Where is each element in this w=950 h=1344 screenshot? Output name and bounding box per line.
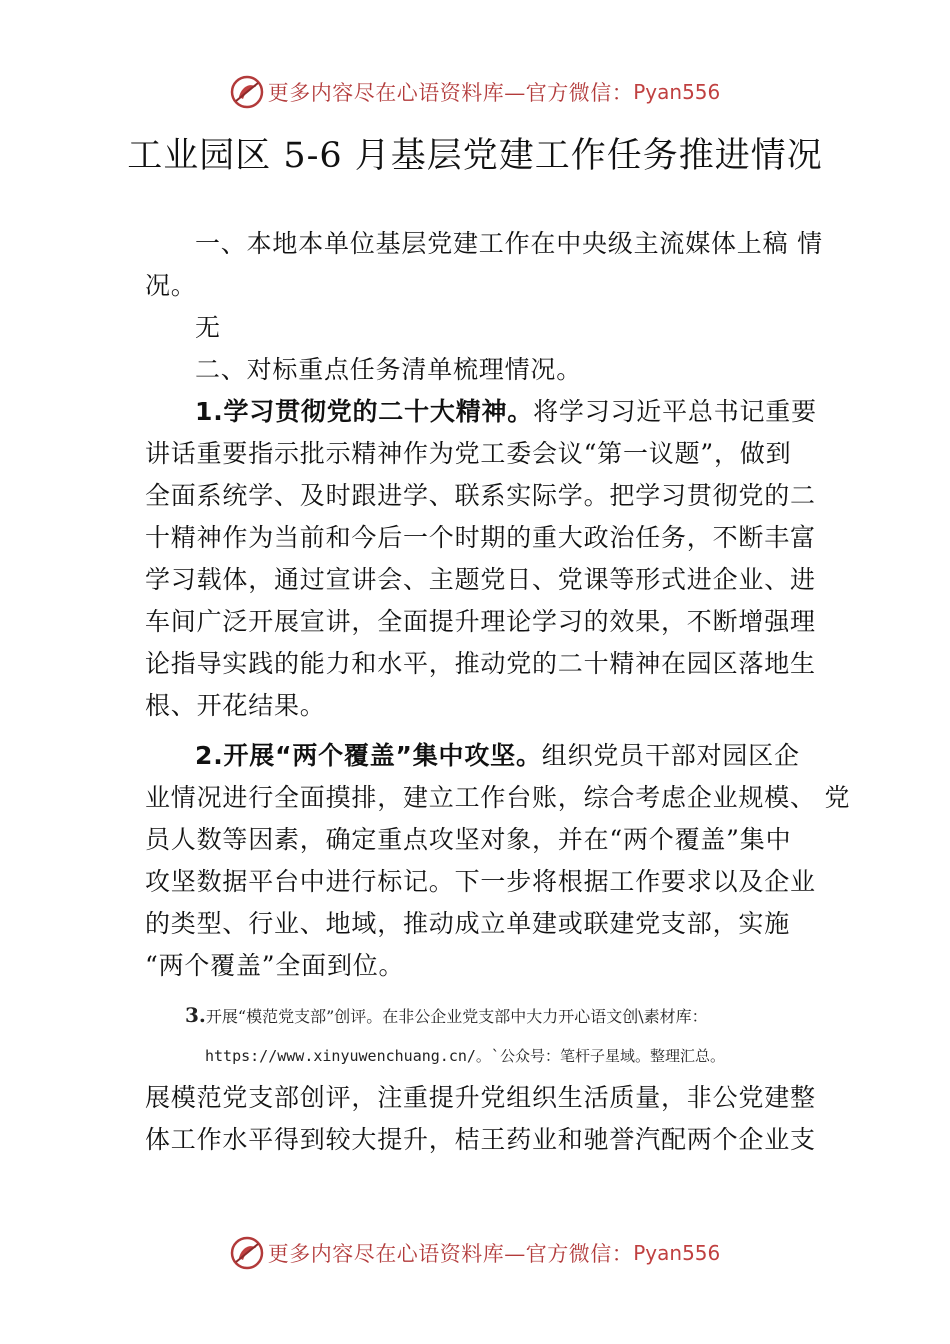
item1-line: 论指导实践的能力和水平，推动党的二十精神在园区落地生 [145,649,816,678]
item2-heading: 2.开展“两个覆盖”集中攻坚。 [195,741,542,770]
item3-number: 3. [185,1003,206,1027]
page-title: 工业园区 5-6 月基层党建工作任务推进情况 [127,136,823,176]
item2-line: 员人数等因素，确定重点攻坚对象，并在“两个覆盖”集中 [145,825,792,854]
item3-line: 体工作水平得到较大提升，桔王药业和驰誉汽配两个企业支 [145,1125,816,1154]
item3-url-line: https://www.xinyuwenchuang.cn/。`公众号：笔杆子星域。整理汇总。 [205,1047,725,1065]
item2-first-text: 组织党员干部对园区企 [541,741,800,770]
footer-banner [0,1233,950,1273]
item2-line: “两个覆盖”全面到位。 [145,951,405,980]
item1-line: 全面系统学、及时跟进学、联系实际学。把学习贯彻党的二 [145,481,816,510]
item1-first-text: 将学习习近平总书记重要 [533,397,817,426]
banner-wechat-id: Pyan556 [633,1241,721,1265]
section2-heading: 二、对标重点任务清单梳理情况。 [195,355,583,384]
item2-line: 攻坚数据平台中进行标记。下一步将根据工作要求以及企业 [145,867,816,896]
header-banner [0,72,950,112]
section1-line1: 一、本地本单位基层党建工作在中央级主流媒体上稿 情 [195,229,823,258]
item1-heading: 1.学习贯彻党的二十大精神。 [195,397,534,426]
item2-line: 的类型、行业、地域，推动成立单建或联建党支部，实施 [145,909,791,938]
item2-first-line [145,735,810,777]
item1-line: 讲话重要指示批示精神作为党工委会议“第一议题”，做到 [145,439,792,468]
logo-icon [230,75,264,109]
item1-line: 根、开花结果。 [145,691,326,720]
banner-text: 更多内容尽在心语资料库—官方微信： [267,1242,634,1266]
item1-line: 车间广泛开展宣讲，全面提升理论学习的效果，不断增强理 [145,607,816,636]
section1-line2: 况。 [145,271,197,300]
banner-wechat-id: Pyan556 [633,80,721,104]
item2-line: 业情况进行全面摸排，建立工作台账，综合考虑企业规模、 党 [145,783,851,812]
item1-first-line [145,391,817,433]
section1-answer: 无 [195,313,221,342]
item3-small-text: 开展“模范党支部”创评。在非公企业党支部中大力开心语文创\素材库： [205,1007,708,1026]
logo-icon [230,1236,264,1270]
item3-first-line [145,995,810,1035]
item1-line: 学习载体，通过宣讲会、主题党日、党课等形式进企业、进 [145,565,816,594]
item3-line: 展模范党支部创评，注重提升党组织生活质量，非公党建整 [145,1083,816,1112]
document-body [145,223,851,1161]
item1-line: 十精神作为当前和今后一个时期的重大政治任务，不断丰富 [145,523,816,552]
banner-text: 更多内容尽在心语资料库—官方微信： [267,81,634,105]
